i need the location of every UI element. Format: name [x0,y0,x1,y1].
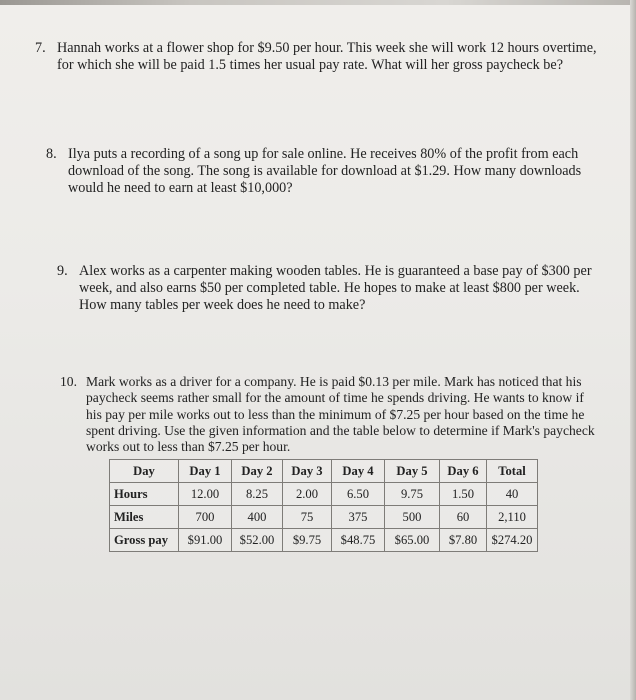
table-cell: 75 [283,506,332,529]
table-cell: 12.00 [179,483,232,506]
table-cell: 2,110 [487,506,538,529]
table-cell: $91.00 [179,529,232,552]
table-cell: 400 [232,506,283,529]
problem-8 [46,146,591,197]
table-header-cell: Day 3 [283,460,332,483]
table-cell: 8.25 [232,483,283,506]
row-label: Gross pay [110,529,179,552]
table-cell: 40 [487,483,538,506]
table-cell: $9.75 [283,529,332,552]
problem-10 [60,374,600,455]
problem-number: 7. [35,40,46,56]
driving-pay-table [109,459,538,552]
table-header-cell: Day 1 [179,460,232,483]
row-label: Miles [110,506,179,529]
problem-number: 8. [46,146,57,162]
table-cell: 6.50 [332,483,385,506]
table-cell: 60 [440,506,487,529]
table-cell: $274.20 [487,529,538,552]
table-header-cell: Day [110,460,179,483]
table-row-miles [110,506,538,529]
page-right-edge [630,0,636,700]
problem-text: Mark works as a driver for a company. He is paid $0.13 per mile. Mark has noticed that his paycheck seems rather small for the amount of time he spends driving. He wants to know if his pay per mile works out to less than the minimum of $7.25 per hour based on the time he spent driving. Use the given information and the table below to determine if Mark's paycheck works out to less than $7.25 per hour. [86,374,595,455]
table-cell: 1.50 [440,483,487,506]
problem-number: 10. [60,374,77,389]
table-cell: $52.00 [232,529,283,552]
table-cell: 375 [332,506,385,529]
problem-text: Hannah works at a flower shop for $9.50 per hour. This week she will work 12 hours overtime, for which she will be paid 1.5 times her usual pay rate. What will her gross paycheck be? [57,40,597,73]
table-header-row [110,460,538,483]
problem-text: Alex works as a carpenter making wooden tables. He is guaranteed a base pay of $300 per week, and also earns $50 per completed table. He hopes to make at least $800 per week. How many tables per week does he need to make? [79,263,592,313]
table-header-cell: Day 2 [232,460,283,483]
table-cell: $7.80 [440,529,487,552]
table-cell: 2.00 [283,483,332,506]
problem-7 [35,40,610,74]
problem-9 [57,263,605,314]
table-cell: $48.75 [332,529,385,552]
row-label: Hours [110,483,179,506]
table-header-cell: Day 5 [385,460,440,483]
table-cell: 500 [385,506,440,529]
table-cell: 9.75 [385,483,440,506]
problem-number: 9. [57,263,68,279]
table-cell: $65.00 [385,529,440,552]
page-top-edge [0,0,636,5]
table-row-gross-pay [110,529,538,552]
problem-text: Ilya puts a recording of a song up for sale online. He receives 80% of the profit from each download of the song. The song is available for download at $1.29. How many downloads would he need to earn at least $10,000? [68,146,582,196]
table-header-cell: Total [487,460,538,483]
table-cell: 700 [179,506,232,529]
table-header-cell: Day 6 [440,460,487,483]
table-row-hours [110,483,538,506]
table-header-cell: Day 4 [332,460,385,483]
